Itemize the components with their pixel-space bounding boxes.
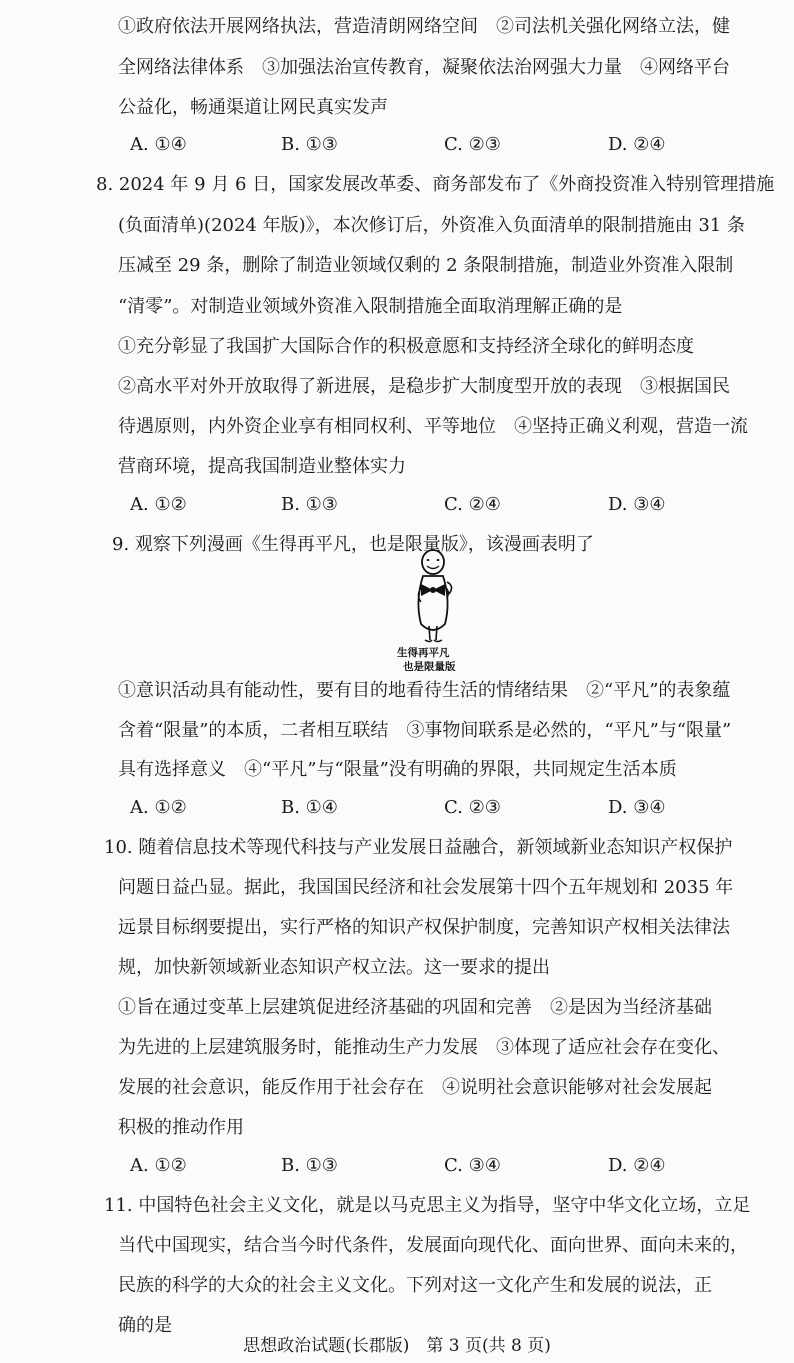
q10-stem-line: 10. 随着信息技术等现代科技与产业发展日益融合，新领域新业态知识产权保护 <box>104 837 733 858</box>
cartoon-illustration <box>397 546 487 671</box>
q8-statement-line: ①充分彰显了我国扩大国际合作的积极意愿和支持经济全球化的鲜明态度 <box>118 336 694 357</box>
q11-stem-line: 民族的科学的大众的社会主义文化。下列对这一文化产生和发展的说法，正 <box>118 1275 712 1296</box>
q8-stem-line: (负面清单)(2024 年版)》，本次修订后，外资准入负面清单的限制措施由 31 条 <box>118 215 745 236</box>
q7-statement-line: ①政府依法开展网络执法，营造清朗网络空间 ②司法机关强化网络立法，健 <box>118 16 730 37</box>
q10-option-b: B. ①③ <box>281 1155 338 1176</box>
q10-statement-line: 积极的推动作用 <box>118 1117 244 1138</box>
q10-stem-line: 规，加快新领域新业态知识产权立法。这一要求的提出 <box>118 957 550 978</box>
q7-option-d: D. ②④ <box>608 134 666 155</box>
q9-statement-line: ①意识活动具有能动性，要有目的地看待生活的情绪结果 ②“平凡”的表象蕴 <box>118 680 731 701</box>
q7-statement-line: 公益化，畅通渠道让网民真实发声 <box>118 97 388 118</box>
q8-statement-line: 营商环境，提高我国制造业整体实力 <box>118 456 406 477</box>
q10-statement-line: 发展的社会意识，能反作用于社会存在 ④说明社会意识能够对社会发展起 <box>118 1077 712 1098</box>
q9-statement-line: 具有选择意义 ④“平凡”与“限量”没有明确的界限，共同规定生活本质 <box>118 759 677 780</box>
q7-option-a: A. ①④ <box>130 134 187 155</box>
q9-option-c: C. ②③ <box>444 797 501 818</box>
cartoon-caption-line: 生得再平凡 <box>397 647 450 659</box>
q10-stem-line: 问题日益凸显。据此，我国国民经济和社会发展第十四个五年规划和 2035 年 <box>118 877 734 898</box>
q9-statement-line: 含着“限量”的本质，二者相互联结 ③事物间联系是必然的，“平凡”与“限量” <box>118 720 732 741</box>
q9-option-b: B. ①④ <box>281 797 338 818</box>
q9-stem-line: 9. 观察下列漫画《生得再平凡，也是限量版》，该漫画表明了 <box>112 534 594 555</box>
q8-statement-line: ②高水平对外开放取得了新进展，是稳步扩大制度型开放的表现 ③根据国民 <box>118 376 730 397</box>
q11-stem-line: 确的是 <box>118 1315 172 1336</box>
q10-statement-line: ①旨在通过变革上层建筑促进经济基础的巩固和完善 ②是因为当经济基础 <box>118 997 712 1018</box>
q8-option-a: A. ①② <box>130 494 187 515</box>
q10-option-c: C. ③④ <box>444 1155 501 1176</box>
q10-option-d: D. ②④ <box>608 1155 666 1176</box>
q8-statement-line: 待遇原则，内外资企业享有相同权利、平等地位 ④坚持正确义利观，营造一流 <box>118 416 748 437</box>
q10-statement-line: 为先进的上层建筑服务时，能推动生产力发展 ③体现了适应社会存在变化、 <box>118 1037 730 1058</box>
q8-stem-line: “清零”。对制造业领域外资准入限制措施全面取消理解正确的是 <box>118 296 623 317</box>
page-footer: 思想政治试题(长郡版) 第 3 页(共 8 页) <box>243 1336 551 1356</box>
q7-option-b: B. ①③ <box>281 134 338 155</box>
q11-stem-line: 当代中国现实，结合当今时代条件，发展面向现代化、面向世界、面向未来的， <box>118 1235 748 1256</box>
q9-option-a: A. ①② <box>130 797 187 818</box>
q7-option-c: C. ②③ <box>444 134 501 155</box>
q8-option-c: C. ②④ <box>444 494 501 515</box>
q8-option-b: B. ①③ <box>281 494 338 515</box>
q8-option-d: D. ③④ <box>608 494 666 515</box>
q8-stem-line: 压减至 29 条，删除了制造业领域仅剩的 2 条限制措施，制造业外资准入限制 <box>118 255 734 276</box>
q9-option-d: D. ③④ <box>608 797 666 818</box>
q7-statement-line: 全网络法律体系 ③加强法治宣传教育，凝聚依法治网强大力量 ④网络平台 <box>118 57 730 78</box>
q8-stem-line: 8. 2024 年 9 月 6 日，国家发展改革委、商务部发布了《外商投资准入特别管理措施 <box>96 174 775 195</box>
cartoon-caption-line: 也是限量版 <box>403 661 456 671</box>
q11-stem-line: 11. 中国特色社会主义文化，就是以马克思主义为指导，坚守中华文化立场，立足 <box>104 1195 751 1216</box>
q10-stem-line: 远景目标纲要提出，实行严格的知识产权保护制度，完善知识产权相关法律法 <box>118 917 730 938</box>
q10-option-a: A. ①② <box>130 1155 187 1176</box>
